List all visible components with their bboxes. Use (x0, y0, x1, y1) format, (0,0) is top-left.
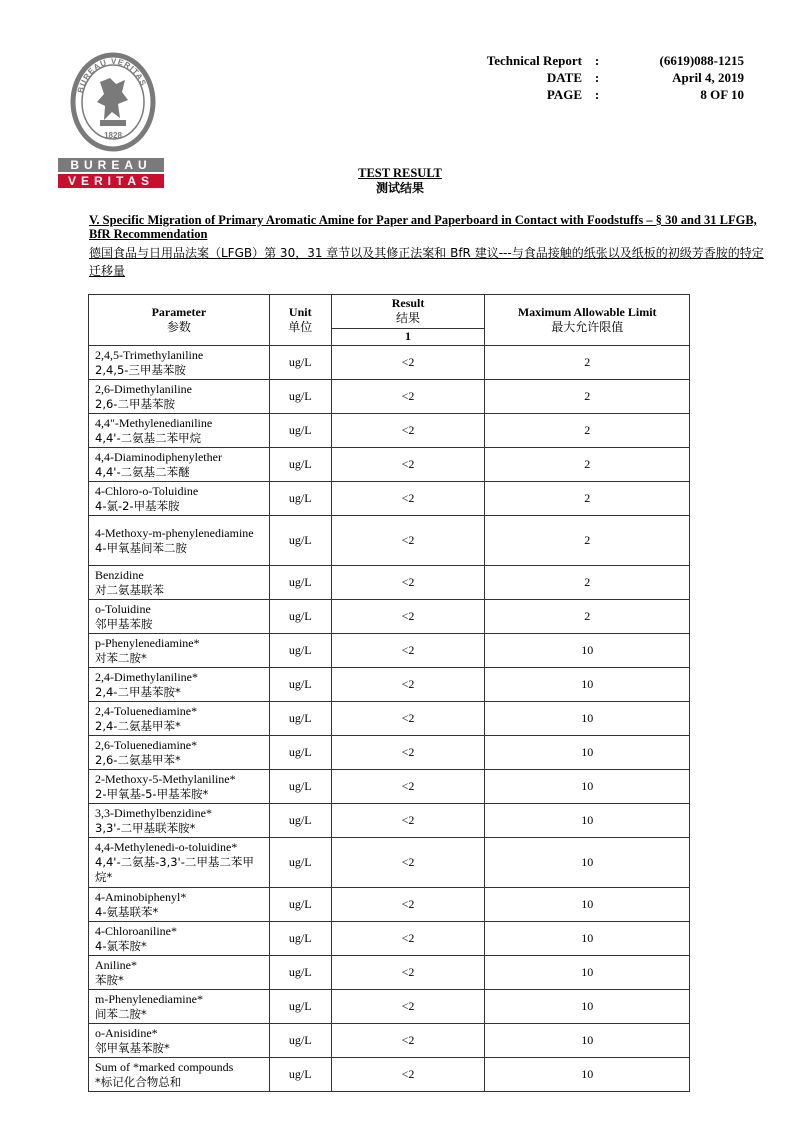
unit-cell: ug/L (269, 566, 331, 600)
parameter-cell (89, 990, 270, 1024)
parameter-name-cn: 2,4-二氨基甲苯* (95, 718, 181, 733)
limit-cell: 10 (485, 702, 690, 736)
parameter-name-cn: *标记化合物总和 (95, 1074, 182, 1089)
page-value: 8 OF 10 (700, 87, 744, 102)
unit-cell: ug/L (269, 668, 331, 702)
unit-cell: ug/L (269, 956, 331, 990)
parameter-cell (89, 668, 270, 702)
report-number: (6619)088-1215 (659, 53, 744, 68)
unit-cell: ug/L (269, 482, 331, 516)
parameter-name-en: 3,3-Dimethylbenzidine* (95, 805, 212, 820)
svg-text:BUREAU VERITAS: BUREAU VERITAS (75, 56, 149, 94)
parameter-name-en: o-Toluidine (95, 601, 151, 616)
parameter-cell (89, 702, 270, 736)
table-row (89, 346, 690, 380)
result-cell: <2 (331, 380, 485, 414)
parameter-cell (89, 956, 270, 990)
date-value: April 4, 2019 (672, 70, 744, 85)
result-cell: <2 (331, 414, 485, 448)
table-row (89, 668, 690, 702)
table-row (89, 922, 690, 956)
parameter-name-en: 2,4-Toluenediamine* (95, 703, 198, 718)
report-info-row: Technical Report : (6619)088-1215 (470, 52, 744, 69)
parameter-cell (89, 888, 270, 922)
parameter-name-cn: 邻甲基苯胺 (95, 616, 153, 631)
result-cell: <2 (331, 516, 485, 566)
title-en: TEST RESULT (358, 166, 442, 180)
limit-cell: 2 (485, 448, 690, 482)
title-cn: 测试结果 (375, 181, 424, 195)
parameter-name-en: m-Phenylenediamine* (95, 991, 203, 1006)
limit-cell: 2 (485, 482, 690, 516)
parameter-name-cn: 2-甲氧基-5-甲基苯胺* (95, 786, 209, 801)
table-row (89, 1024, 690, 1058)
table-row (89, 956, 690, 990)
limit-cell: 10 (485, 888, 690, 922)
report-info-row: DATE : April 4, 2019 (470, 69, 744, 86)
parameter-name-en: 4,4-Methylenedi-o-toluidine* (95, 840, 238, 854)
parameter-name-en: 2,4-Dimethylaniline* (95, 669, 198, 684)
parameter-name-en: Aniline* (95, 957, 137, 972)
parameter-cell (89, 922, 270, 956)
parameter-name-en: 2,6-Toluenediamine* (95, 737, 198, 752)
parameter-name-cn: 2,4,5-三甲基苯胺 (95, 362, 186, 377)
limit-cell: 2 (485, 600, 690, 634)
parameter-name-cn: 4-甲氧基间苯二胺 (95, 540, 187, 555)
limit-cell: 10 (485, 634, 690, 668)
parameter-name-cn: 苯胺* (95, 972, 124, 987)
table-row (89, 634, 690, 668)
unit-cell: ug/L (269, 414, 331, 448)
parameter-name-en: 4-Chloro-o-Toluidine (95, 483, 199, 498)
parameter-name-en: 2-Methoxy-5-Methylaniline* (95, 771, 236, 786)
unit-cell: ug/L (269, 1024, 331, 1058)
parameter-name-en: 2,6-Dimethylaniline (95, 381, 192, 396)
unit-cell: ug/L (269, 888, 331, 922)
section-title-en: V. Specific Migration of Primary Aromatic Amine for Paper and Paperboard in Contact with Foodstuffs – § 30 and 31 LFGB, BfR Recommendation (89, 213, 757, 241)
parameter-name-en: Sum of *marked compounds (95, 1059, 234, 1074)
parameter-cell (89, 600, 270, 634)
result-cell: <2 (331, 888, 485, 922)
parameter-name-en: 4,4-Diaminodiphenylether (95, 449, 222, 464)
results-table (88, 294, 690, 1092)
parameter-cell (89, 414, 270, 448)
limit-cell: 10 (485, 1058, 690, 1092)
unit-cell: ug/L (269, 346, 331, 380)
table-row (89, 770, 690, 804)
parameter-name-en: 2,4,5-Trimethylaniline (95, 347, 204, 362)
unit-cell: ug/L (269, 990, 331, 1024)
parameter-name-cn: 4,4'-二氨基-3,3'-二甲基二苯甲烷* (95, 855, 254, 884)
unit-cell: ug/L (269, 922, 331, 956)
result-cell: <2 (331, 770, 485, 804)
result-cell: <2 (331, 600, 485, 634)
seal-icon (70, 52, 156, 152)
result-cell: <2 (331, 566, 485, 600)
parameter-cell (89, 346, 270, 380)
table-row (89, 1058, 690, 1092)
parameter-name-cn: 间苯二胺* (95, 1006, 147, 1021)
table-row (89, 702, 690, 736)
limit-cell: 10 (485, 922, 690, 956)
limit-cell: 10 (485, 956, 690, 990)
parameter-cell (89, 566, 270, 600)
limit-cell: 2 (485, 566, 690, 600)
unit-cell: ug/L (269, 702, 331, 736)
parameter-name-en: p-Phenylenediamine* (95, 635, 200, 650)
parameter-name-en: 4-Aminobiphenyl* (95, 889, 187, 904)
parameter-cell (89, 804, 270, 838)
unit-cell: ug/L (269, 1058, 331, 1092)
result-cell: <2 (331, 990, 485, 1024)
parameter-cell (89, 770, 270, 804)
header-result-sample: 1 (331, 328, 485, 345)
unit-cell: ug/L (269, 448, 331, 482)
parameter-cell (89, 448, 270, 482)
table-row (89, 888, 690, 922)
parameter-name-cn: 4,4'-二氨基二苯甲烷 (95, 430, 202, 445)
result-cell: <2 (331, 346, 485, 380)
logo-bureau: BUREAU (58, 158, 164, 172)
logo-veritas: VERITAS (58, 174, 164, 188)
table-row (89, 414, 690, 448)
limit-cell: 2 (485, 380, 690, 414)
limit-cell: 2 (485, 516, 690, 566)
limit-cell: 10 (485, 804, 690, 838)
page-label: PAGE (546, 87, 582, 102)
header-parameter: Parameter 参数 (89, 295, 270, 346)
table-row (89, 516, 690, 566)
result-cell: <2 (331, 482, 485, 516)
limit-cell: 10 (485, 990, 690, 1024)
result-cell: <2 (331, 804, 485, 838)
parameter-cell (89, 482, 270, 516)
report-info (470, 52, 744, 103)
parameter-name-cn: 4-氯苯胺* (95, 938, 147, 953)
parameter-name-en: Benzidine (95, 567, 144, 582)
limit-cell: 10 (485, 736, 690, 770)
result-cell: <2 (331, 956, 485, 990)
unit-cell: ug/L (269, 736, 331, 770)
table-row (89, 600, 690, 634)
result-cell: <2 (331, 1058, 485, 1092)
parameter-name-cn: 4,4'-二氨基二苯醚 (95, 464, 190, 479)
header-result: Result 结果 (331, 295, 485, 329)
parameter-name-en: 4-Chloroaniline* (95, 923, 177, 938)
limit-cell: 10 (485, 770, 690, 804)
date-label: DATE (546, 70, 582, 85)
page-title (0, 166, 800, 196)
table-row (89, 804, 690, 838)
unit-cell: ug/L (269, 600, 331, 634)
result-cell: <2 (331, 702, 485, 736)
header-limit: Maximum Allowable Limit 最大允许限值 (485, 295, 690, 346)
parameter-cell (89, 1024, 270, 1058)
table-header-row (89, 295, 690, 329)
parameter-cell (89, 838, 270, 888)
parameter-name-cn: 邻甲氧基苯胺* (95, 1040, 170, 1055)
parameter-cell (89, 1058, 270, 1092)
parameter-cell (89, 736, 270, 770)
parameter-name-cn: 对二氨基联苯 (95, 582, 164, 597)
report-info-row: PAGE : 8 OF 10 (470, 86, 744, 103)
parameter-name-cn: 2,4-二甲基苯胺* (95, 684, 181, 699)
header-unit: Unit 单位 (269, 295, 331, 346)
parameter-name-cn: 4-氨基联苯* (95, 904, 159, 919)
limit-cell: 10 (485, 1024, 690, 1058)
parameter-name-en: o-Anisidine* (95, 1025, 158, 1040)
section-title-cn: 德国食品与日用品法案（LFGB）第 30，31 章节以及其修正法案和 BfR 建议---与食品接触的纸张以及纸板的初级芳香胺的特定迁移量 (89, 246, 764, 278)
table-row (89, 838, 690, 888)
limit-cell: 2 (485, 346, 690, 380)
unit-cell: ug/L (269, 380, 331, 414)
result-cell: <2 (331, 922, 485, 956)
table-row (89, 448, 690, 482)
table-row (89, 736, 690, 770)
unit-cell: ug/L (269, 634, 331, 668)
result-cell: <2 (331, 668, 485, 702)
unit-cell: ug/L (269, 516, 331, 566)
result-cell: <2 (331, 838, 485, 888)
parameter-name-cn: 3,3'-二甲基联苯胺* (95, 820, 196, 835)
parameter-name-en: 4,4"-Methylenedianiline (95, 415, 213, 430)
result-cell: <2 (331, 634, 485, 668)
unit-cell: ug/L (269, 804, 331, 838)
result-cell: <2 (331, 448, 485, 482)
logo-year: 1828 (104, 131, 122, 140)
report-number-label: Technical Report (486, 53, 582, 68)
unit-cell: ug/L (269, 838, 331, 888)
parameter-cell (89, 516, 270, 566)
parameter-name-cn: 4-氯-2-甲基苯胺 (95, 498, 180, 513)
parameter-name-en: 4-Methoxy-m-phenylenediamine (95, 525, 254, 540)
limit-cell: 10 (485, 838, 690, 888)
result-cell: <2 (331, 736, 485, 770)
table-row (89, 380, 690, 414)
unit-cell: ug/L (269, 770, 331, 804)
result-cell: <2 (331, 1024, 485, 1058)
parameter-name-cn: 对苯二胺* (95, 650, 147, 665)
parameter-cell (89, 380, 270, 414)
parameter-name-cn: 2,6-二氨基甲苯* (95, 752, 181, 767)
table-row (89, 990, 690, 1024)
parameter-name-cn: 2,6-二甲基苯胺 (95, 396, 175, 411)
limit-cell: 2 (485, 414, 690, 448)
table-row (89, 566, 690, 600)
table-row (89, 482, 690, 516)
parameter-cell (89, 634, 270, 668)
limit-cell: 10 (485, 668, 690, 702)
